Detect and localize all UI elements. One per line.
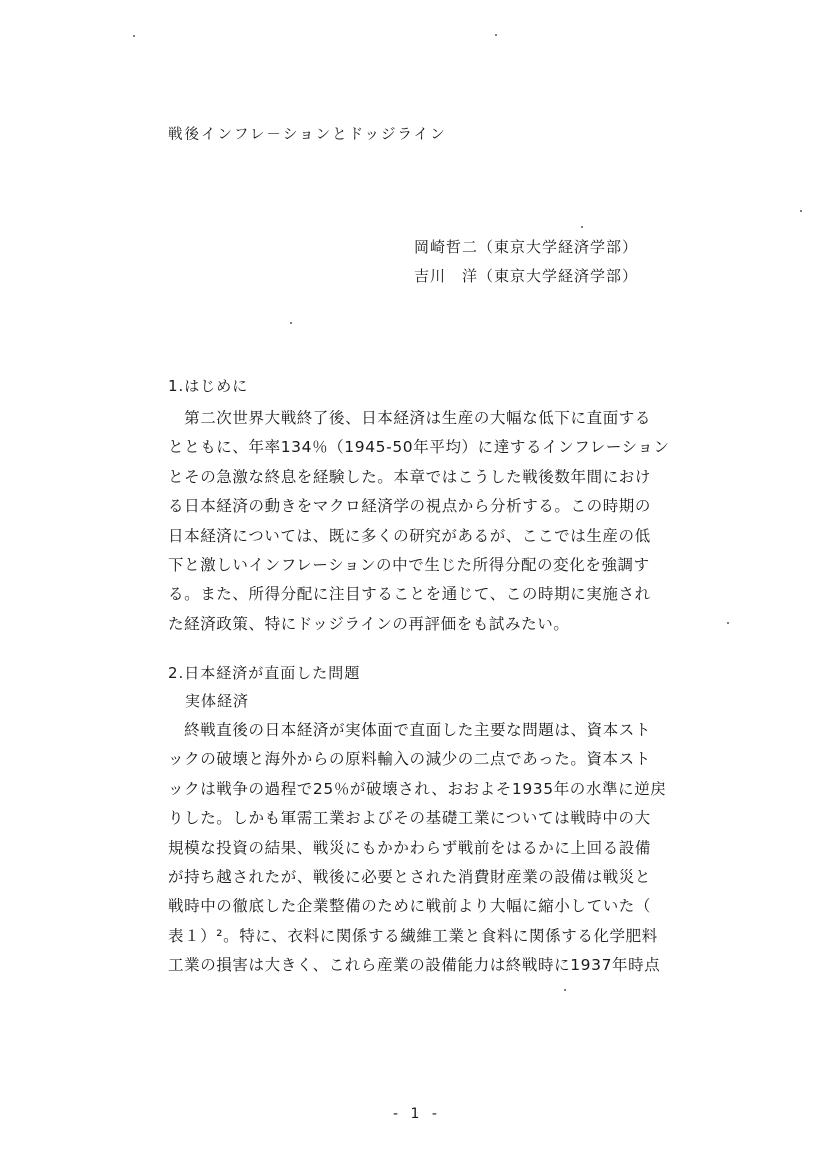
- section-2-heading: 2.日本経済が直面した問題: [168, 664, 361, 682]
- paragraph-line: 表１）²。特に、衣料に関係する繊維工業と食料に関係する化学肥料: [168, 926, 658, 945]
- paragraph-line: る。また、所得分配に注目することを通じて、この時期に実施され: [168, 585, 651, 604]
- paragraph-line: 規模な投資の結果、戦災にもかかわらず戦前をはるかに上回る設備: [168, 838, 652, 857]
- scan-speck: [564, 989, 566, 991]
- scan-speck: [495, 34, 497, 36]
- paragraph-line: ックは戦争の過程で25％が破壊され、おおよそ1935年の水準に逆戻: [168, 779, 667, 798]
- author-1: 岡崎哲二（東京大学経済学部）: [414, 238, 639, 256]
- paragraph-line: る日本経済の動きをマクロ経済学の視点から分析する。この時期の: [168, 497, 652, 516]
- section-2-paragraph: [168, 716, 668, 981]
- paragraph-line: た経済政策、特にドッジラインの再評価をも試みたい。: [168, 614, 570, 633]
- section-2-subheading: 実体経済: [185, 692, 250, 710]
- paragraph-line: 第二次世界大戦終了後、日本経済は生産の大幅な低下に直面する: [168, 409, 652, 427]
- author-2: 吉川 洋（東京大学経済学部）: [414, 267, 639, 285]
- paragraph-line: りした。しかも軍需工業およびその基礎工業については戦時中の大: [168, 809, 651, 828]
- page-number: - 1 -: [393, 1106, 441, 1122]
- paragraph-line: が持ち越されたが、戦後に必要とされた消費財産業の設備は戦災と: [168, 867, 652, 886]
- scan-speck: [290, 322, 292, 324]
- paragraph-line: 戦時中の徹底した企業整備のために戦前より大幅に縮小していた（: [168, 897, 652, 916]
- paragraph-line: ックの破壊と海外からの原料輸入の減少の二点であった。資本スト: [168, 750, 651, 769]
- paragraph-line: とともに、年率134％（1945-50年平均）に達するインフレーション: [168, 438, 670, 457]
- paragraph-line: 日本経済については、既に多くの研究があるが、ここでは生産の低: [168, 526, 651, 545]
- document-title: 戦後インフレ－ションとドッジライン: [168, 127, 447, 143]
- paragraph-line: 終戦直後の日本経済が実体面で直面した主要な問題は、資本スト: [168, 721, 652, 739]
- scan-speck: [800, 210, 802, 212]
- paragraph-line: とその急激な終息を経験した。本章ではこうした戦後数年間におけ: [168, 467, 652, 486]
- section-1-paragraph: [168, 404, 668, 639]
- paragraph-line: 工業の損害は大きく、これら産業の設備能力は終戦時に1937年時点: [168, 956, 661, 975]
- scan-speck: [581, 226, 583, 228]
- paragraph-line: 下と激しいインフレーションの中で生じた所得分配の変化を強調す: [168, 555, 650, 574]
- scan-speck: [727, 622, 729, 624]
- section-1-heading: 1.はじめに: [168, 377, 249, 395]
- scan-speck: [133, 35, 135, 37]
